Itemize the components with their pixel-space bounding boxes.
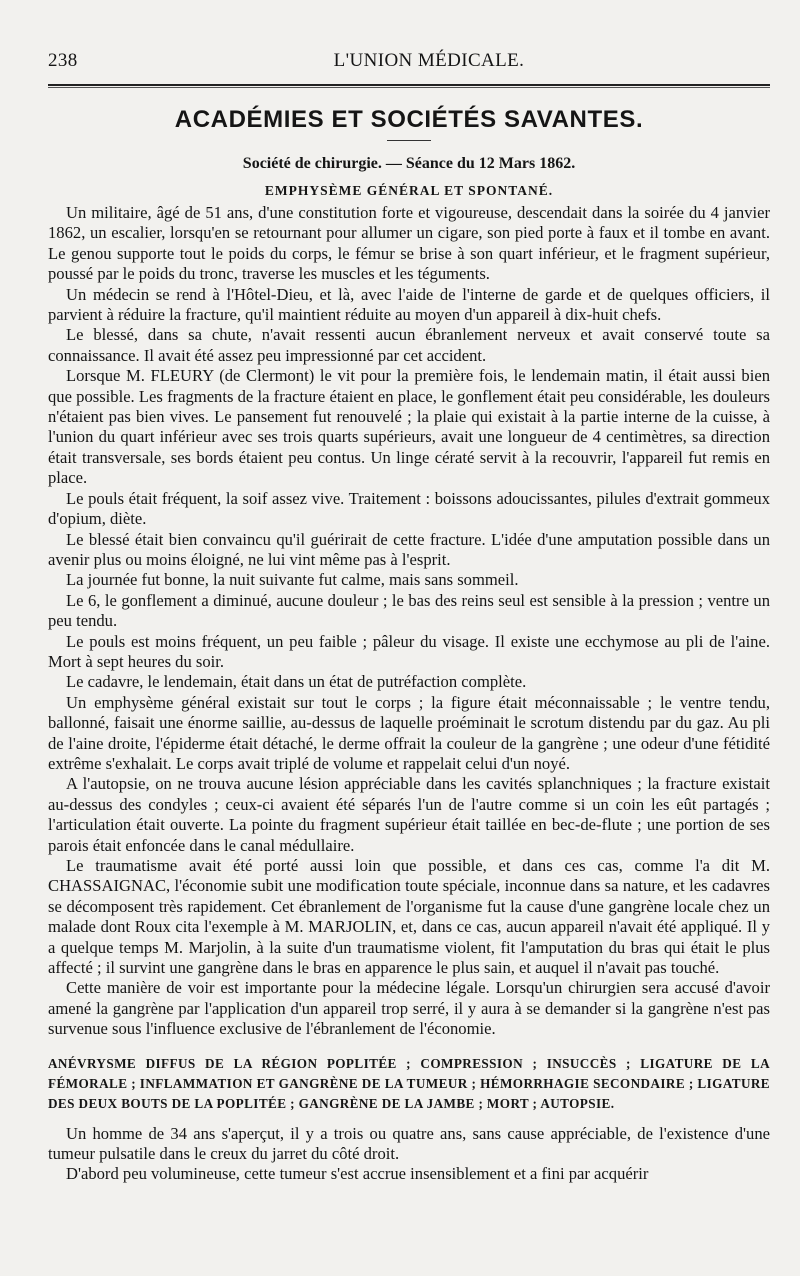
paragraph: Le cadavre, le lendemain, était dans un état de putréfaction complète. bbox=[66, 672, 527, 692]
paragraph: Le blessé, dans sa chute, n'avait ressenti aucun ébranlement nerveux et avait conservé toute sa connaissance. Il avait été assez peu impressionné par cet accident. bbox=[48, 325, 770, 365]
paragraph: Le blessé était bien convaincu qu'il guérirait de cette fracture. L'idée d'une amputation possible dans un avenir plus ou moins éloigné, ne lui vint même pas à l'esprit. bbox=[48, 529, 770, 569]
sub-heading: ANÉVRYSME DIFFUS DE LA RÉGION POPLITÉE ; COMPRESSION ; INSUCCÈS ; LIGATURE DE LA FÉMORALE ; INFLAMMATION ET GANGRÈNE DE LA TUMEUR ; HÉMORRHAGIE SECONDAIRE ; LIGATURE DES DEUX BOUTS DE LA POPLITÉE ; GANGRÈNE DE LA JAMBE ; MORT ; AUTOPSIE. bbox=[48, 1055, 770, 1111]
paragraph: La journée fut bonne, la nuit suivante fut calme, mais sans sommeil. bbox=[66, 570, 519, 590]
session-line: Société de chirurgie. — Séance du 12 Mars 1862. bbox=[242, 155, 576, 172]
paragraph: Le pouls est moins fréquent, un peu faible ; pâleur du visage. Il existe une ecchymose au pli de l'aine. Mort à sept heures du soir. bbox=[48, 631, 770, 671]
page-number: 238 bbox=[48, 50, 78, 71]
paragraph: Un homme de 34 ans s'aperçut, il y a trois ou quatre ans, sans cause appréciable, de l'existence d'une tumeur pulsatile dans le creux du jarret du côté droit. bbox=[48, 1123, 770, 1164]
title-rule bbox=[387, 140, 431, 141]
paragraph: Un militaire, âgé de 51 ans, d'une constitution forte et vigoureuse, descendait dans la soirée du 4 janvier 1862, un escalier, lorsqu'en se retournant pour allumer un cigare, son pied porte à faux et il tombe en avant. Le genou supporte tout le poids du corps, le fémur se brise à son quart inférieur, et le fragment supérieur, poussé par le poids du tronc, traverse les muscles et les téguments. bbox=[48, 203, 770, 284]
paragraph: D'abord peu volumineuse, cette tumeur s'est accrue insensiblement et a fini par acquérir bbox=[66, 1164, 649, 1184]
paragraph: Un emphysème général existait sur tout le corps ; la figure était méconnaissable ; le ventre tendu, ballonné, faisait une énorme saillie, au-dessus de laquelle proéminait le scrotum distendu par du gaz. Au pli de l'aine droite, l'épiderme était détaché, le derme offrait la couleur de la gangrène ; une odeur d'une fétidité extrême s'exhalait. Le corps avait triplé de volume et rappelait celui d'un noyé. bbox=[48, 692, 770, 773]
header-rule bbox=[48, 84, 770, 88]
paragraph: Un médecin se rend à l'Hôtel-Dieu, et là, avec l'aide de l'interne de garde et de quelques officiers, il parvient à réduire la fracture, qu'il maintient réduite au moyen d'un appareil à dix-huit chefs. bbox=[48, 284, 770, 325]
paragraph: Cette manière de voir est importante pour la médecine légale. Lorsqu'un chirurgien sera accusé d'avoir amené la gangrène par l'application d'un appareil trop serré, il y aura à se demander si la gangrène n'est pas survenue sous l'influence exclusive de l'ébranlement de l'économie. bbox=[48, 978, 770, 1039]
case-heading: EMPHYSÈME GÉNÉRAL ET SPONTANÉ. bbox=[264, 183, 554, 198]
paragraph: Le pouls était fréquent, la soif assez vive. Traitement : boissons adoucissantes, pilules d'extrait gommeux d'opium, diète. bbox=[48, 488, 770, 529]
section-title: ACADÉMIES ET SOCIÉTÉS SAVANTES. bbox=[174, 106, 644, 133]
paragraph: Lorsque M. FLEURY (de Clermont) le vit pour la première fois, le lendemain matin, il était aussi bien que possible. Les fragments de la fracture étaient en place, le gonflement était peu considérable, les douleurs n'étaient pas bien vives. Le pansement fut renouvelé ; la plaie qui existait à la partie interne de la cuisse, à l'union du quart inférieur avec ses trois quarts supérieurs, avait une longueur de 4 centimètres, sa direction était transversale, ses bords étaient peu contus. Un linge cératé servit à la recouvrir, l'appareil fut remis en place. bbox=[48, 366, 770, 488]
paragraph: Le traumatisme avait été porté aussi loin que possible, et dans ces cas, comme l'a dit M. CHASSAIGNAC, l'économie subit une modification toute spéciale, inconnue dans sa nature, et les cadavres se décomposent très rapidement. Cet ébranlement de l'organisme fut la cause d'une gangrène locale chez un malade dont Roux cita l'exemple à M. MARJOLIN, et, dans ce cas, aucun appareil n'avait été appliqué. Il y a quelque temps M. Marjolin, à la suite d'un traumatisme violent, fit l'amputation du bras qui était le plus affecté ; il survint une gangrène dans le bras en apparence le plus sain, et auquel il n'avait pas touché. bbox=[48, 856, 770, 978]
paragraph: Le 6, le gonflement a diminué, aucune douleur ; le bas des reins seul est sensible à la pression ; ventre un peu tendu. bbox=[48, 590, 770, 631]
journal-title: L'UNION MÉDICALE. bbox=[333, 50, 525, 71]
paragraph: A l'autopsie, on ne trouva aucune lésion appréciable dans les cavités splanchniques ; la fracture existait au-dessus des condyles ; ceux-ci avaient été séparés l'un de l'autre comme si un coin les eût partagés ; l'articulation était ouverte. La pointe du fragment supérieur était taillée en bec-de-flute ; une portion de ses parois était enfoncée dans le canal médullaire. bbox=[48, 774, 770, 855]
running-head bbox=[48, 46, 770, 76]
article-body bbox=[48, 203, 770, 1185]
